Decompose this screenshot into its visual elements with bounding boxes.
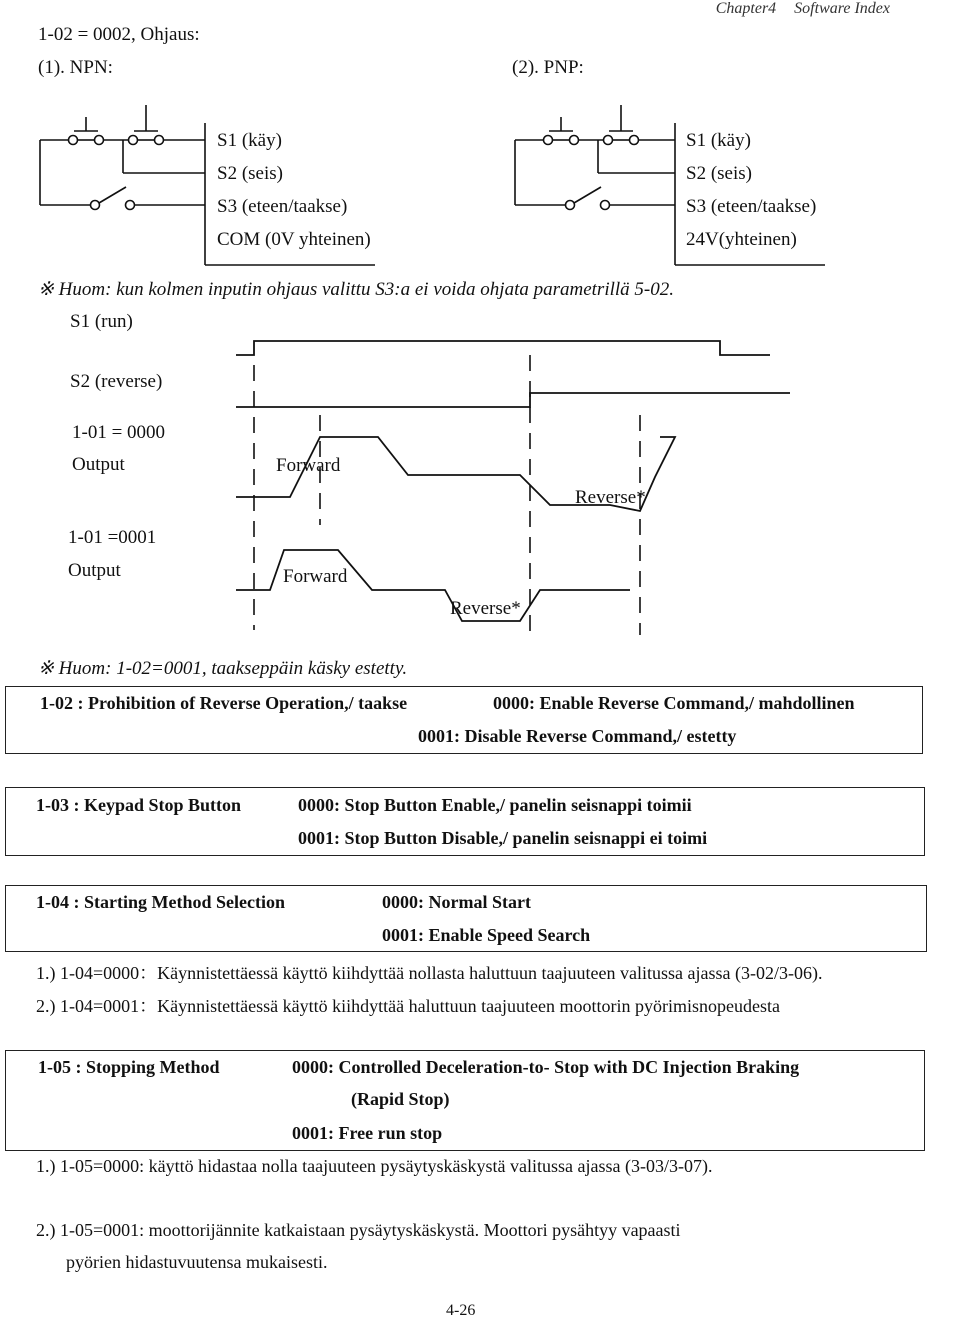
desc-1-05-item-2: 2.) 1-05=0001: moottorijännite katkaistaan pysäytyskäskystä. Moottori pysähtyy vapaasti xyxy=(36,1220,681,1240)
param-1-02-option-1: 0001: Disable Reverse Command,/ estetty xyxy=(418,726,737,746)
param-1-02-box xyxy=(5,686,923,754)
pnp-label: (2). PNP: xyxy=(512,57,584,78)
desc-1-05-item-1: 1.) 1-05=0000: käyttö hidastaa nolla taajuuteen pysäytyskäskystä valitussa ajassa (3-03/3-07). xyxy=(36,1156,713,1176)
desc-1-04-item-2: 2.) 1-04=0001：Käynnistettäessä käyttö kiihdyttää haluttuun taajuuteen moottorin pyörimisnopeudesta xyxy=(36,996,781,1016)
desc-1-05-item-2-cont: pyörien hidastuvuutensa mukaisesti. xyxy=(66,1252,328,1272)
forward-label-a: Forward xyxy=(276,455,341,476)
npn-s1-label: S1 (käy) xyxy=(217,130,282,151)
param-1-05-title: 1-05 : Stopping Method xyxy=(38,1057,220,1077)
param-1-02-option-0: 0000: Enable Reverse Command,/ mahdollinen xyxy=(493,693,855,713)
chapter-label: Chapter4 xyxy=(715,0,777,17)
param-1-05-option-0-note: (Rapid Stop) xyxy=(351,1089,450,1109)
pnp-s3-label: S3 (eteen/taakse) xyxy=(686,196,817,217)
pnp-s2-label: S2 (seis) xyxy=(686,163,752,184)
pnp-s1-label: S1 (käy) xyxy=(686,130,751,151)
param-1-04-box xyxy=(5,885,927,952)
param-1-04-option-0: 0000: Normal Start xyxy=(382,892,531,912)
param-1-03-box xyxy=(5,787,925,856)
param-1-02-title: 1-02 : Prohibition of Reverse Operation,/ taakse xyxy=(40,693,408,713)
param-1-03-option-0: 0000: Stop Button Enable,/ panelin seisnappi toimii xyxy=(298,795,692,815)
param-1-05-option-1: 0001: Free run stop xyxy=(292,1123,443,1143)
section-label: Software Index xyxy=(794,0,890,17)
mode-0001-label: 1-01 =0001 xyxy=(68,527,157,548)
npn-s2-label: S2 (seis) xyxy=(217,163,283,184)
s1-run-label: S1 (run) xyxy=(70,311,133,332)
forward-label-b: Forward xyxy=(283,566,348,587)
param-1-03-title: 1-03 : Keypad Stop Button xyxy=(36,795,242,815)
note-three-wire: ※ Huom: kun kolmen inputin ohjaus valittu S3:a ei voida ohjata parametrillä 5-02. xyxy=(38,279,674,300)
param-setting-line: 1-02 = 0002, Ohjaus: xyxy=(38,24,200,45)
npn-com-label: COM (0V yhteinen) xyxy=(217,229,371,250)
reverse-label-b: Reverse* xyxy=(450,598,521,619)
desc-1-04-item-1: 1.) 1-04=0000：Käynnistettäessä käyttö kiihdyttää nollasta haluttuun taajuuteen valitussa ajassa (3-02/3-06). xyxy=(36,963,823,983)
s2-reverse-label: S2 (reverse) xyxy=(70,371,163,392)
npn-label: (1). NPN: xyxy=(38,57,113,78)
output-0001-label: Output xyxy=(68,560,121,581)
pnp-24v-label: 24V(yhteinen) xyxy=(686,229,797,250)
page-number: 4-26 xyxy=(446,1302,476,1319)
param-1-04-option-1: 0001: Enable Speed Search xyxy=(382,925,591,945)
note-reverse-prohibited: ※ Huom: 1-02=0001, taakseppäin käsky estetty. xyxy=(38,658,408,679)
timing-diagram xyxy=(200,325,790,640)
reverse-label-a: Reverse* xyxy=(575,487,646,508)
page-header xyxy=(702,0,890,18)
param-1-03-option-1: 0001: Stop Button Disable,/ panelin seisnappi ei toimi xyxy=(298,828,708,848)
param-1-05-box xyxy=(5,1050,925,1151)
mode-0000-label: 1-01 = 0000 xyxy=(72,422,166,443)
param-1-05-option-0: 0000: Controlled Deceleration-to- Stop with DC Injection Braking xyxy=(292,1057,800,1077)
param-1-04-title: 1-04 : Starting Method Selection xyxy=(36,892,285,912)
output-0000-label: Output xyxy=(72,454,125,475)
npn-s3-label: S3 (eteen/taakse) xyxy=(217,196,348,217)
